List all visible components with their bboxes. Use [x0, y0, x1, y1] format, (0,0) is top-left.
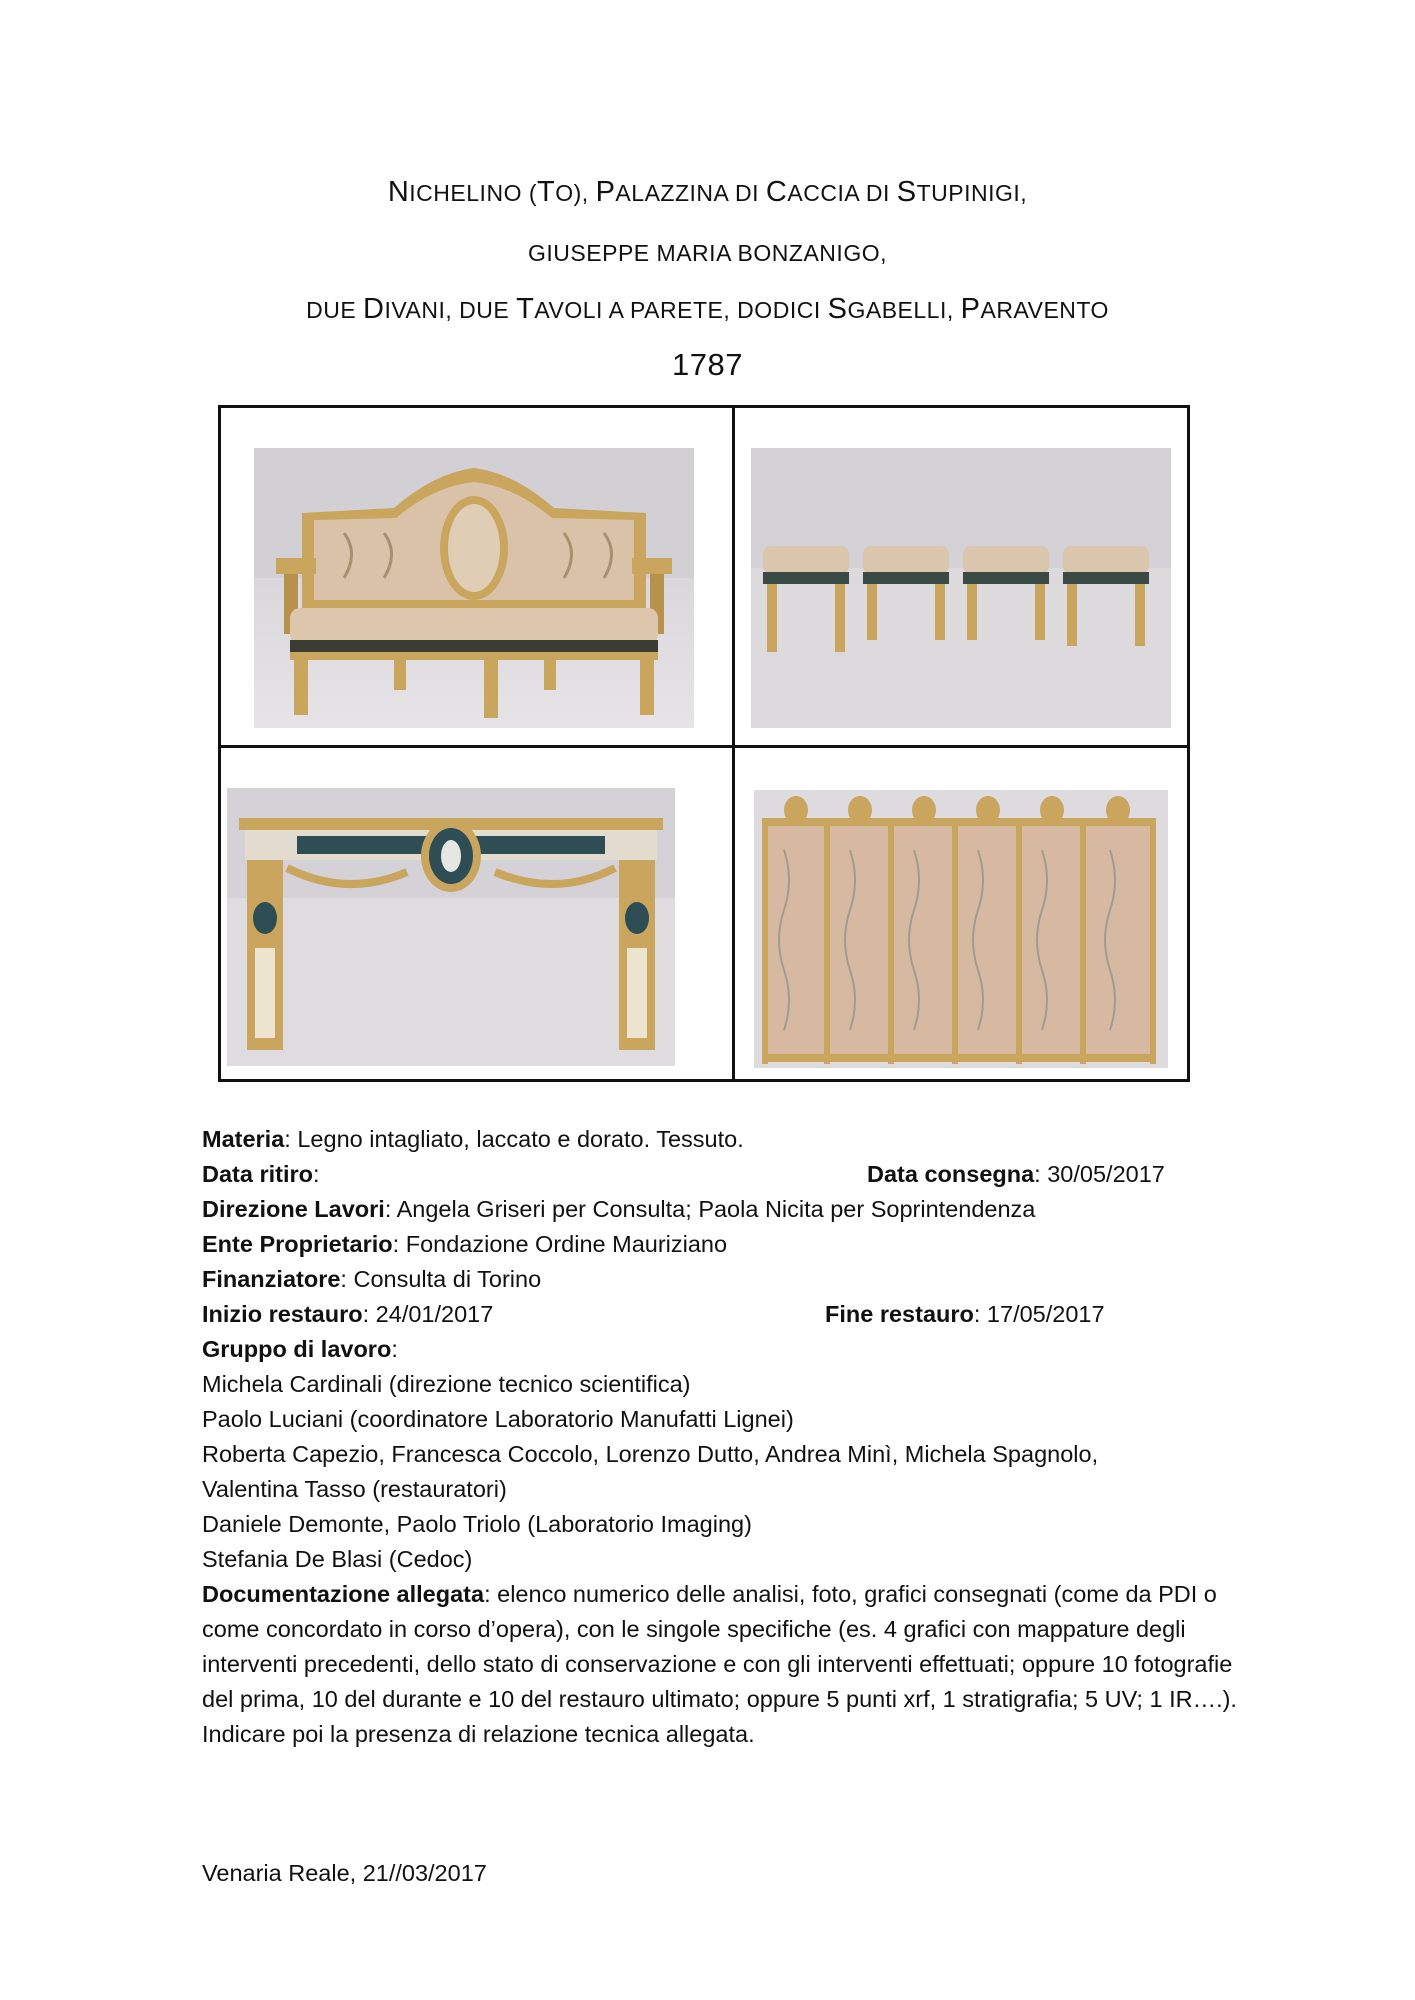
- field-materia: [202, 1122, 1262, 1157]
- field-date-row: [202, 1157, 1262, 1192]
- label-materia: Materia: [202, 1126, 285, 1152]
- field-restauro-dates: [202, 1297, 1262, 1332]
- data-consegna: [867, 1157, 1165, 1192]
- value-gruppo: :: [391, 1336, 398, 1362]
- label-inizio-restauro: Inizio restauro: [202, 1301, 363, 1327]
- photo-grid: [218, 405, 1190, 1082]
- title-year: 1787: [672, 347, 743, 382]
- team-member: Michela Cardinali (direzione tecnico scientifica): [202, 1371, 691, 1397]
- value-fine-restauro: : 17/05/2017: [973, 1301, 1105, 1327]
- value-data-consegna: : 30/05/2017: [1034, 1161, 1165, 1187]
- label-documentazione: Documentazione allegata: [202, 1581, 485, 1607]
- team-member: Valentina Tasso (restauratori): [202, 1476, 507, 1502]
- field-direzione: [202, 1192, 1262, 1227]
- label-direzione: Direzione Lavori: [202, 1196, 385, 1222]
- team-member: Stefania De Blasi (Cedoc): [202, 1546, 473, 1572]
- value-documentazione: : elenco numerico delle analisi, foto, grafici consegnati (come da PDI o come concordato in corso d’opera), con le singole specifiche (es. 4 grafici con mappature degli interventi precedenti, dello stato di conservazione e con gli interventi effettuati; oppure 10 fotografie del prima, 10 del durante e 10 del restauro ultimato; oppure 5 punti xrf, 1 stratigrafia; 5 UV; 1 IR….). Indicare poi la presenza di relazione tecnica allegata.: [202, 1581, 1237, 1747]
- team-member: Daniele Demonte, Paolo Triolo (Laboratorio Imaging): [202, 1511, 752, 1537]
- fine-restauro: [825, 1297, 1105, 1332]
- field-finanziatore: [202, 1262, 1262, 1297]
- grid-divider-vertical: [732, 408, 735, 1079]
- title-line-3: DUE DIVANI, DUE TAVOLI A PARETE, DODICI SGABELLI, PARAVENTO: [306, 293, 1109, 325]
- label-gruppo: Gruppo di lavoro: [202, 1336, 392, 1362]
- field-gruppo: [202, 1332, 1262, 1367]
- photo-folding-screen: [754, 790, 1168, 1068]
- place-date: Venaria Reale, 21//03/2017: [202, 1860, 487, 1886]
- value-materia: : Legno intagliato, laccato e dorato. Tessuto.: [284, 1126, 744, 1152]
- title-line-1: NICHELINO (TO), PALAZZINA DI CACCIA DI STUPINIGI,: [387, 176, 1028, 208]
- title-line-2: GIUSEPPE MARIA BONZANIGO,: [528, 240, 887, 266]
- value-direzione: : Angela Griseri per Consulta; Paola Nicita per Soprintendenza: [384, 1196, 1036, 1222]
- label-data-consegna: Data consegna: [867, 1161, 1035, 1187]
- label-finanziatore: Finanziatore: [202, 1266, 341, 1292]
- value-finanziatore: : Consulta di Torino: [340, 1266, 542, 1292]
- value-data-ritiro: :: [313, 1161, 320, 1187]
- photo-sofa: [254, 448, 694, 728]
- label-data-ritiro: Data ritiro: [202, 1161, 313, 1187]
- value-ente: : Fondazione Ordine Mauriziano: [392, 1231, 728, 1257]
- documentazione-paragraph: [202, 1577, 1262, 1752]
- grid-divider-horizontal: [221, 745, 1187, 748]
- info-block: [202, 1122, 1262, 1752]
- field-ente: [202, 1227, 1262, 1262]
- team-member: Roberta Capezio, Francesca Coccolo, Lorenzo Dutto, Andrea Minì, Michela Spagnolo,: [202, 1441, 1099, 1467]
- photo-console-table: [227, 788, 675, 1066]
- value-inizio-restauro: : 24/01/2017: [362, 1301, 494, 1327]
- team-member: Paolo Luciani (coordinatore Laboratorio Manufatti Lignei): [202, 1406, 794, 1432]
- photo-stools: [751, 448, 1171, 728]
- label-ente: Ente Proprietario: [202, 1231, 393, 1257]
- label-fine-restauro: Fine restauro: [825, 1301, 974, 1327]
